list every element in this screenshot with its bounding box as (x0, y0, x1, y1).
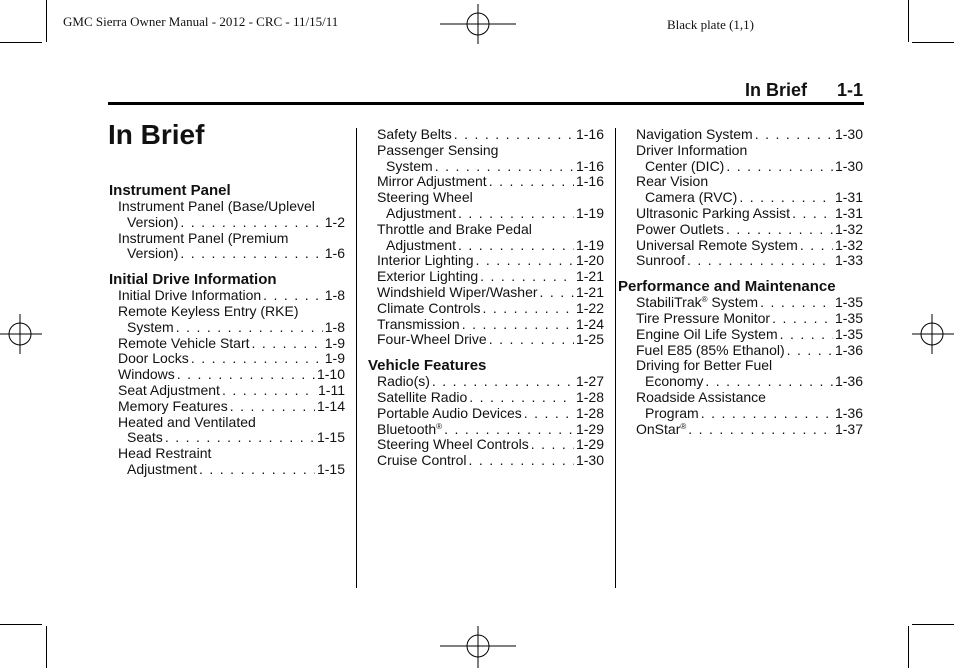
toc-entry-text: Safety Belts (377, 126, 452, 142)
leader-dots (222, 383, 316, 399)
registration-mark-icon (440, 626, 516, 668)
header-rule (108, 102, 864, 105)
toc-page-number: 1-29 (575, 436, 604, 453)
toc-entry-text: Adjustment (386, 204, 457, 221)
toc-page-number: 1-36 (834, 341, 863, 358)
toc-entry-text (636, 422, 686, 438)
toc-page-number: 1-15 (316, 460, 345, 477)
leader-dots (435, 159, 574, 175)
toc-entry-text-main: StabiliTrak (636, 294, 702, 311)
toc-entry-text: Throttle and Brake Pedal (377, 220, 532, 237)
toc-entry-text: Instrument Panel (Premium (118, 229, 289, 246)
toc-entry[interactable] (627, 238, 863, 254)
leader-dots (701, 406, 833, 422)
leader-dots (755, 127, 833, 143)
leader-dots (462, 317, 574, 333)
toc-entry-text: Four-Wheel Drive (377, 331, 487, 348)
toc-entry[interactable] (109, 304, 345, 336)
toc-entry-text: Engine Oil Life System (636, 325, 778, 342)
toc-entry-text: Rear Vision (636, 173, 709, 190)
toc-entry[interactable] (109, 367, 345, 383)
toc-entry-text: Satellite Radio (377, 388, 468, 405)
toc-entry[interactable] (109, 288, 345, 304)
leader-dots (230, 399, 315, 415)
toc-page-number: 1-35 (834, 325, 863, 342)
toc-column-3 (618, 126, 863, 437)
leader-dots (199, 462, 315, 478)
toc-page-number: 1-32 (834, 236, 863, 253)
toc-entry-text: Roadside Assistance (636, 388, 766, 405)
toc-entry-text (636, 295, 758, 311)
toc-page-number: 1-22 (575, 299, 604, 316)
toc-entry-text: Cruise Control (377, 452, 467, 469)
leader-dots (458, 206, 574, 222)
toc-entry[interactable] (109, 399, 345, 415)
toc-entry-text: Universal Remote System (636, 236, 798, 253)
leader-dots (191, 351, 323, 367)
toc-entry[interactable] (109, 446, 345, 478)
toc-entry-text: Memory Features (118, 397, 228, 414)
leader-dots (263, 288, 323, 304)
toc-entry[interactable] (627, 295, 863, 311)
toc-entry-text: Navigation System (636, 126, 753, 142)
toc-entry-text-main: OnStar (636, 420, 681, 437)
leader-dots (165, 430, 315, 446)
toc-entry[interactable] (368, 317, 604, 333)
toc-page-number: 1-35 (834, 294, 863, 311)
toc-entry-text: Driving for Better Fuel (636, 357, 773, 374)
registered-mark: ® (680, 421, 687, 431)
toc-entry-text: Version) (127, 213, 179, 230)
toc-entry[interactable] (627, 127, 863, 143)
toc-page-number: 1-30 (834, 157, 863, 174)
toc-page-number: 1-33 (834, 252, 863, 269)
toc-entry[interactable] (627, 422, 863, 438)
leader-dots (726, 222, 833, 238)
toc-entry-text: Heated and Ventilated (118, 413, 256, 430)
toc-page-number: 1-16 (575, 157, 604, 174)
leader-dots (444, 422, 574, 438)
leader-dots (458, 238, 574, 254)
toc-entry[interactable] (627, 311, 863, 327)
leader-dots (454, 127, 574, 143)
toc-entry[interactable] (368, 332, 604, 348)
toc-page-number: 1-37 (834, 420, 863, 437)
toc-page-number: 1-36 (834, 373, 863, 390)
toc-entry[interactable] (627, 174, 863, 206)
toc-entry-text: Adjustment (386, 236, 457, 253)
toc-page-number: 1-8 (324, 287, 345, 304)
toc-entry-text: Instrument Panel (Base/Uplevel (118, 198, 315, 214)
running-head (700, 80, 863, 101)
leader-dots (468, 453, 573, 469)
toc-page-number: 1-21 (575, 283, 604, 300)
crop-mark (912, 42, 954, 43)
toc-entry[interactable] (368, 222, 604, 254)
toc-entry[interactable] (627, 253, 863, 269)
toc-entry-text: Center (DIC) (645, 157, 725, 174)
toc-page-number: 1-6 (324, 245, 345, 262)
toc-column-1 (109, 183, 345, 478)
crop-mark (46, 0, 47, 42)
print-header-right: Black plate (1,1) (667, 17, 754, 32)
toc-entry[interactable] (627, 390, 863, 422)
toc-entry-text (377, 422, 442, 438)
leader-dots (469, 390, 574, 406)
toc-page-number: 1-27 (575, 373, 604, 390)
toc-page-number: 1-16 (575, 173, 604, 190)
leader-dots (489, 174, 574, 190)
registered-mark: ® (701, 295, 708, 305)
toc-entry-text: Steering Wheel Controls (377, 436, 529, 453)
toc-entry[interactable] (368, 406, 604, 422)
toc-entry-text: Seat Adjustment (118, 381, 220, 398)
leader-dots (739, 190, 833, 206)
toc-entry[interactable] (109, 231, 345, 263)
toc-entry-text: Seats (127, 429, 163, 446)
crop-mark (908, 626, 909, 668)
leader-dots (480, 269, 574, 285)
toc-page-number: 1-14 (316, 397, 345, 414)
running-head-title: In Brief (744, 80, 807, 100)
section-heading: Vehicle Features (368, 357, 487, 375)
toc-entry[interactable] (627, 143, 863, 175)
toc-entry-text: Camera (RVC) (645, 189, 738, 206)
toc-column-2 (368, 127, 604, 469)
toc-entry-text: Power Outlets (636, 220, 724, 237)
toc-page-number: 1-24 (575, 315, 604, 332)
toc-entry[interactable] (627, 343, 863, 359)
toc-entry-text: Tire Pressure Monitor (636, 309, 771, 326)
leader-dots (800, 238, 833, 254)
toc-entry[interactable] (368, 453, 604, 469)
toc-page-number: 1-2 (324, 213, 345, 230)
toc-entry-text: Interior Lighting (377, 252, 474, 269)
toc-page-number: 1-9 (324, 350, 345, 367)
toc-entry-text: Driver Information (636, 141, 748, 158)
leader-dots (792, 206, 833, 222)
toc-entry-text: Program (645, 404, 699, 421)
toc-entry[interactable] (627, 222, 863, 238)
toc-entry-text: Climate Controls (377, 299, 481, 316)
leader-dots (687, 253, 833, 269)
toc-entry-text: Initial Drive Information (118, 287, 262, 304)
crop-mark (912, 624, 954, 625)
leader-dots (787, 343, 833, 359)
leader-dots (489, 332, 574, 348)
leader-dots (760, 295, 833, 311)
toc-entry-text: Remote Keyless Entry (RKE) (118, 302, 299, 319)
leader-dots (476, 253, 574, 269)
toc-page-number: 1-15 (316, 429, 345, 446)
toc-entry-text: System (127, 318, 174, 335)
toc-page-number: 1-11 (318, 381, 345, 398)
toc-entry[interactable] (368, 390, 604, 406)
toc-entry-text: Windshield Wiper/Washer (377, 283, 538, 300)
toc-page-number: 1-30 (575, 452, 604, 469)
leader-dots (705, 374, 833, 390)
toc-page-number: 1-19 (575, 204, 604, 221)
toc-entry-text: Sunroof (636, 252, 686, 269)
toc-entry-text: Windows (118, 366, 175, 383)
column-divider (615, 128, 616, 588)
toc-entry-text: Head Restraint (118, 445, 212, 462)
toc-entry[interactable] (109, 383, 345, 399)
toc-entry[interactable] (368, 437, 604, 453)
leader-dots (772, 311, 833, 327)
leader-dots (726, 159, 833, 175)
toc-entry-text: Adjustment (127, 460, 198, 477)
toc-entry[interactable] (368, 285, 604, 301)
registration-mark-icon (440, 4, 516, 44)
toc-page-number: 1-20 (575, 252, 604, 269)
leader-dots (432, 374, 574, 390)
toc-page-number: 1-31 (834, 204, 863, 221)
toc-entry-text: Economy (645, 373, 704, 390)
leader-dots (540, 285, 574, 301)
toc-page-number: 1-28 (575, 404, 604, 421)
toc-entry[interactable] (368, 301, 604, 317)
page-title: In Brief (108, 119, 205, 150)
toc-page-number: 1-16 (575, 126, 604, 142)
leader-dots (180, 215, 322, 231)
toc-entry-text: Transmission (377, 315, 460, 332)
toc-entry-text: Ultrasonic Parking Assist (636, 204, 791, 221)
toc-entry[interactable] (368, 422, 604, 438)
toc-page-number: 1-10 (316, 366, 345, 383)
registered-mark: ® (436, 421, 443, 431)
toc-page-number: 1-30 (834, 126, 863, 142)
toc-entry[interactable] (627, 358, 863, 390)
toc-entry-text-suffix: System (707, 294, 759, 311)
leader-dots (482, 301, 573, 317)
toc-entry[interactable] (368, 269, 604, 285)
toc-page-number: 1-28 (575, 388, 604, 405)
crop-mark (0, 42, 42, 43)
registration-mark-icon (0, 314, 42, 354)
toc-page-number: 1-25 (575, 331, 604, 348)
registration-mark-icon (912, 314, 954, 354)
leader-dots (780, 327, 833, 343)
toc-page-number: 1-36 (834, 404, 863, 421)
toc-entry-text: Fuel E85 (85% Ethanol) (636, 341, 785, 358)
toc-entry[interactable] (109, 199, 345, 231)
leader-dots (180, 246, 322, 262)
section-heading: Initial Drive Information (109, 271, 277, 289)
toc-entry-text: Radio(s) (377, 373, 430, 390)
toc-entry[interactable] (109, 336, 345, 352)
toc-page-number: 1-9 (324, 334, 345, 351)
toc-entry-text: Portable Audio Devices (377, 404, 522, 421)
toc-entry[interactable] (627, 206, 863, 222)
running-head-page: 1-1 (836, 80, 863, 100)
toc-entry[interactable] (368, 374, 604, 390)
leader-dots (531, 437, 574, 453)
toc-page-number: 1-35 (834, 309, 863, 326)
crop-mark (908, 0, 909, 42)
leader-dots (524, 406, 574, 422)
leader-dots (688, 422, 833, 438)
leader-dots (176, 320, 323, 336)
toc-page-number: 1-31 (834, 189, 863, 206)
leader-dots (177, 367, 315, 383)
toc-entry-text: Remote Vehicle Start (118, 334, 250, 351)
toc-entry-text: Exterior Lighting (377, 268, 479, 285)
section-heading: Instrument Panel (109, 182, 231, 199)
crop-mark (46, 626, 47, 668)
toc-entry-text-main: Bluetooth (377, 420, 437, 437)
toc-page-number: 1-19 (575, 236, 604, 253)
leader-dots (252, 336, 323, 352)
toc-entry[interactable] (368, 174, 604, 190)
toc-entry[interactable] (109, 415, 345, 447)
crop-mark (0, 624, 42, 625)
toc-entry[interactable] (368, 127, 604, 143)
toc-page-number: 1-29 (575, 420, 604, 437)
toc-entry-text: Door Locks (118, 350, 189, 367)
toc-entry-text: Version) (127, 245, 179, 262)
toc-page-number: 1-32 (834, 220, 863, 237)
toc-entry[interactable] (109, 351, 345, 367)
toc-page-number: 1-8 (324, 318, 345, 335)
toc-entry-text: Passenger Sensing (377, 141, 499, 158)
toc-page-number: 1-21 (575, 268, 604, 285)
toc-entry-text: System (386, 157, 433, 174)
toc-entry[interactable] (368, 190, 604, 222)
toc-entry[interactable] (368, 143, 604, 175)
toc-entry[interactable] (627, 327, 863, 343)
column-divider (356, 128, 357, 588)
toc-entry-text: Mirror Adjustment (377, 173, 487, 190)
print-header-left: GMC Sierra Owner Manual - 2012 - CRC - 11/15/11 (63, 14, 339, 29)
toc-entry-text: Steering Wheel (377, 189, 473, 206)
toc-entry[interactable] (368, 253, 604, 269)
section-heading: Performance and Maintenance (618, 278, 836, 296)
